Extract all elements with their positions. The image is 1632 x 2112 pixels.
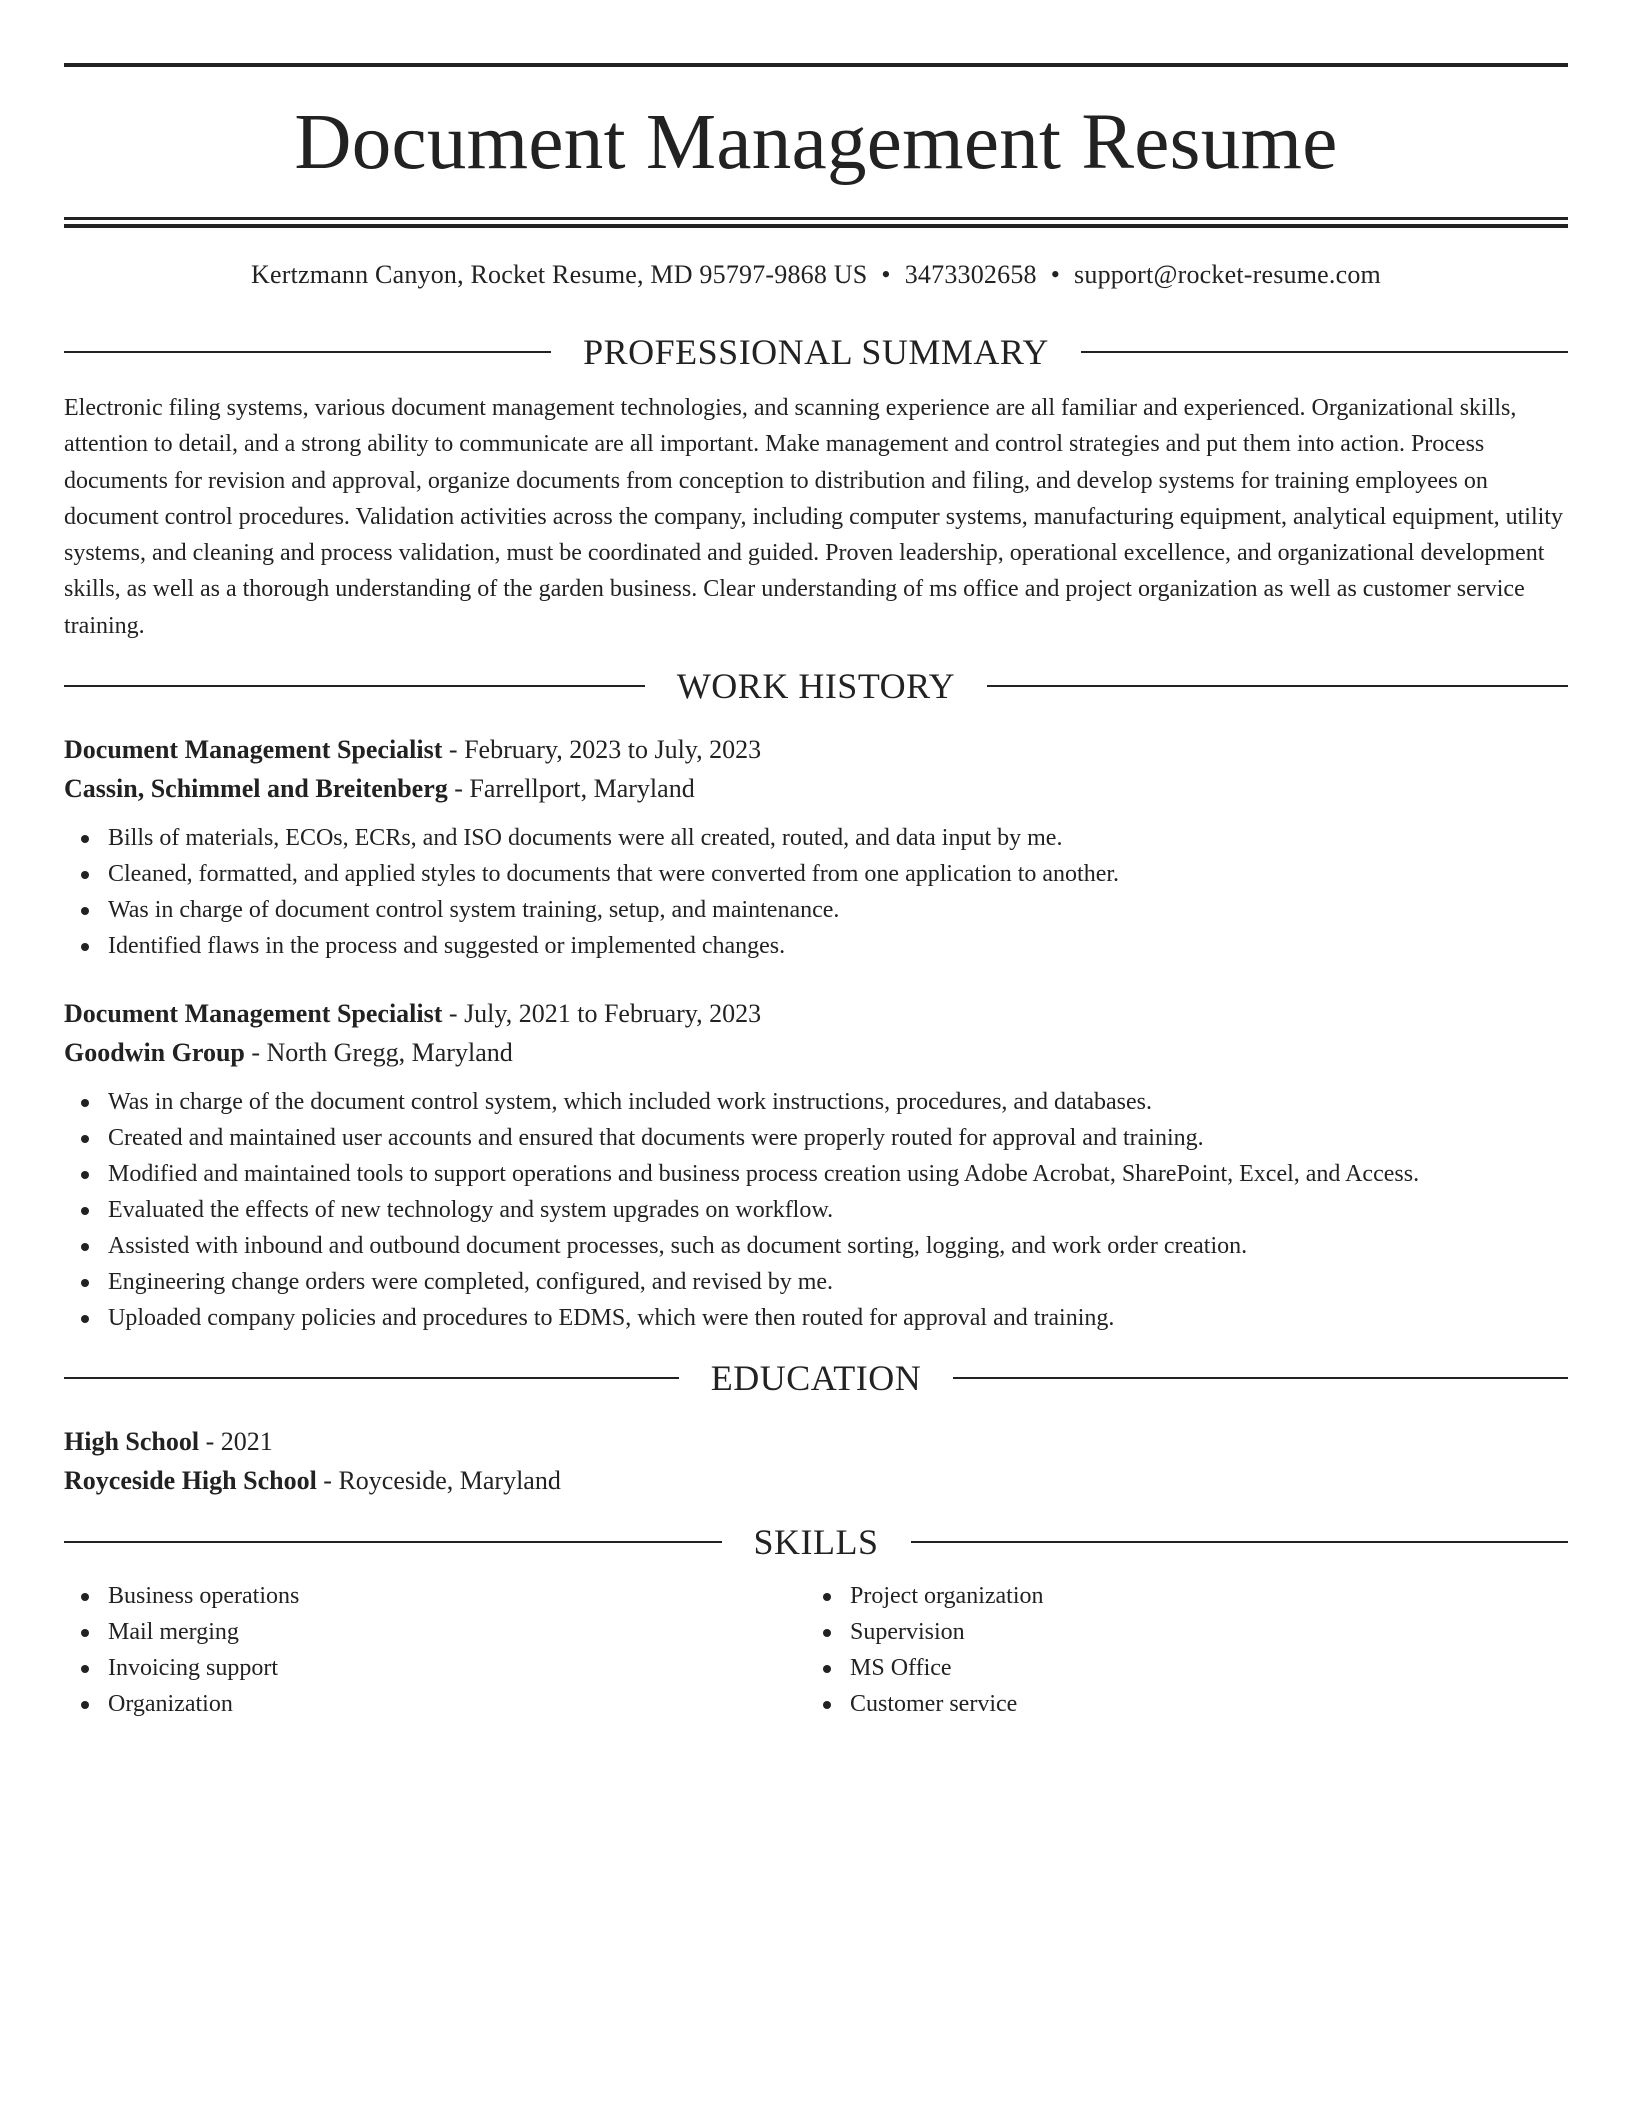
list-item: Was in charge of the document control system, which included work instructions, procedures, and databases.	[64, 1084, 1568, 1120]
heading-rule	[64, 351, 551, 353]
summary-text: Electronic filing systems, various document management technologies, and scanning experience are all familiar and experienced. Organizational skills, attention to detail, and a strong ability to communicate are all important. Make management and control strategies and put them into action. Process documents for revision and approval, organize documents from conception to distribution and filing, and develop systems for training employees on document control procedures. Validation activities across the company, including computer systems, manufacturing equipment, analytical equipment, utility systems, and cleaning and process validation, must be coordinated and guided. Proven leadership, operational excellence, and organizational development skills, as well as a thorough understanding of the garden business. Clear understanding of ms office and project organization as well as customer service training.	[64, 395, 1563, 639]
job-company-line	[64, 1033, 1568, 1072]
section-title: PROFESSIONAL SUMMARY	[583, 332, 1049, 372]
skills-columns	[64, 1578, 1568, 1722]
resume-title: Document Management Resume	[294, 99, 1338, 186]
list-item: Was in charge of document control system training, setup, and maintenance.	[64, 892, 1568, 928]
contact-separator: •	[881, 260, 891, 289]
skill-item: Customer service	[806, 1686, 1548, 1722]
contact-email: support@rocket-resume.com	[1074, 260, 1381, 289]
skills-list-right	[806, 1578, 1548, 1722]
skills-list-left	[64, 1578, 806, 1722]
education-degree-line	[64, 1422, 1568, 1461]
heading-rule	[64, 685, 645, 687]
job-title: Document Management Specialist	[64, 999, 443, 1029]
list-item: Bills of materials, ECOs, ECRs, and ISO documents were all created, routed, and data input by me.	[64, 820, 1568, 856]
section-heading-summary	[64, 330, 1568, 374]
job-title-line	[64, 994, 1568, 1033]
job-company: Goodwin Group	[64, 1038, 245, 1068]
skill-item: Organization	[64, 1686, 806, 1722]
section-heading-education	[64, 1356, 1568, 1400]
education-school: Royceside High School	[64, 1466, 317, 1496]
section-title: SKILLS	[753, 1522, 879, 1563]
heading-rule	[64, 1377, 679, 1379]
section-heading-work	[64, 664, 1568, 708]
job-company: Cassin, Schimmel and Breitenberg	[64, 774, 448, 804]
resume-page	[64, 0, 1568, 1722]
list-item: Identified flaws in the process and suggested or implemented changes.	[64, 928, 1568, 964]
section-title: EDUCATION	[710, 1358, 922, 1399]
heading-rule	[953, 1377, 1568, 1379]
skill-item: Invoicing support	[64, 1650, 806, 1686]
job-title: Document Management Specialist	[64, 735, 443, 765]
header-double-rule	[64, 217, 1568, 228]
education-degree: High School	[64, 1427, 200, 1457]
list-item: Assisted with inbound and outbound document processes, such as document sorting, logging, and work order creation.	[64, 1228, 1568, 1264]
job-bullets	[64, 820, 1568, 964]
list-item: Evaluated the effects of new technology and system upgrades on workflow.	[64, 1192, 1568, 1228]
education-school-line	[64, 1461, 1568, 1500]
contact-separator: •	[1050, 260, 1061, 289]
heading-rule	[64, 1541, 722, 1543]
job-title-line	[64, 730, 1568, 769]
education-year: - 2021	[199, 1427, 273, 1457]
job-entry	[64, 730, 1568, 964]
contact-line	[64, 258, 1568, 292]
education-location: - Royceside, Maryland	[316, 1466, 561, 1496]
job-company-line	[64, 769, 1568, 808]
list-item: Created and maintained user accounts and ensured that documents were properly routed for approval and training.	[64, 1120, 1568, 1156]
section-title: WORK HISTORY	[676, 666, 956, 707]
skill-item: Mail merging	[64, 1614, 806, 1650]
job-location: - Farrellport, Maryland	[447, 774, 695, 804]
list-item: Modified and maintained tools to support operations and business process creation using Adobe Acrobat, SharePoint, Excel, and Access.	[64, 1156, 1568, 1192]
heading-rule	[911, 1541, 1569, 1543]
contact-phone: 3473302658	[904, 260, 1037, 289]
education-entry	[64, 1422, 1568, 1500]
job-bullets	[64, 1084, 1568, 1336]
list-item: Engineering change orders were completed, configured, and revised by me.	[64, 1264, 1568, 1300]
skill-item: Project organization	[806, 1578, 1548, 1614]
header-top-rule	[64, 63, 1568, 67]
job-dates: - February, 2023 to July, 2023	[442, 735, 762, 765]
heading-rule	[987, 685, 1568, 687]
skill-item: Supervision	[806, 1614, 1548, 1650]
list-item: Uploaded company policies and procedures to EDMS, which were then routed for approval and training.	[64, 1300, 1568, 1336]
section-heading-skills	[64, 1520, 1568, 1564]
job-location: - North Gregg, Maryland	[244, 1038, 513, 1068]
list-item: Cleaned, formatted, and applied styles to documents that were converted from one application to another.	[64, 856, 1568, 892]
job-dates: - July, 2021 to February, 2023	[442, 999, 762, 1029]
skill-item: MS Office	[806, 1650, 1548, 1686]
job-entry	[64, 994, 1568, 1336]
skill-item: Business operations	[64, 1578, 806, 1614]
heading-rule	[1081, 351, 1568, 353]
contact-address: Kertzmann Canyon, Rocket Resume, MD 95797-9868 US	[251, 260, 868, 289]
